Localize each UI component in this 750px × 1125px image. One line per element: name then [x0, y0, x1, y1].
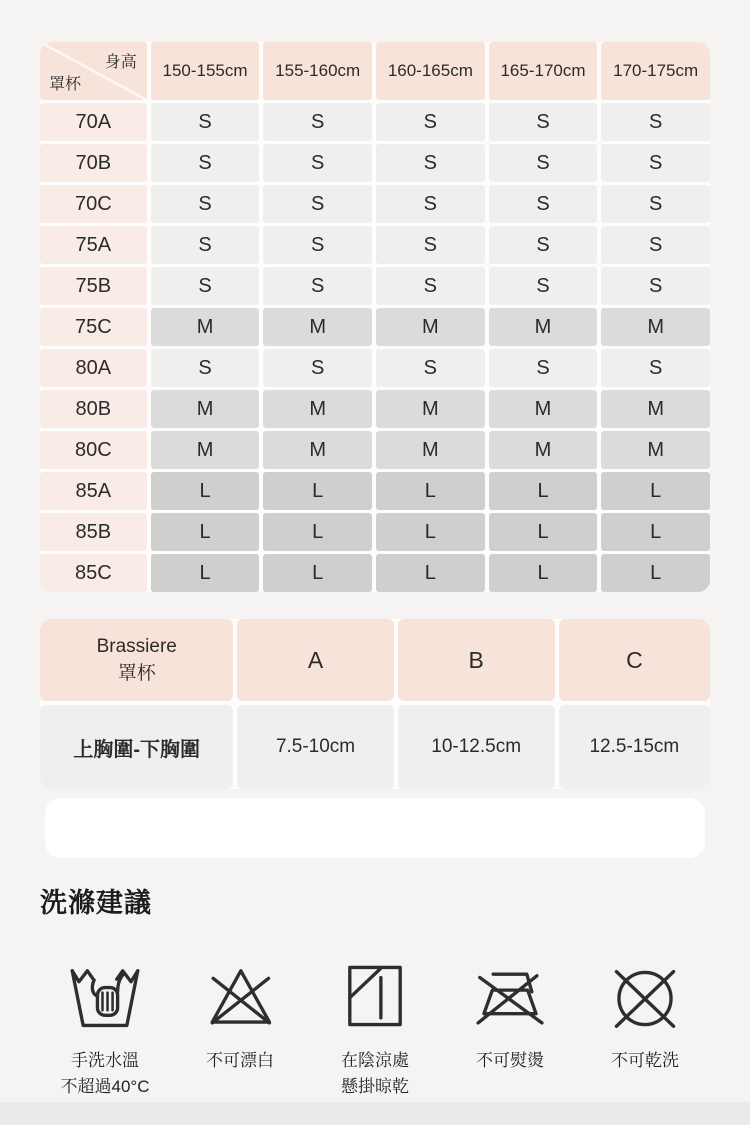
- size-cell-m: M: [601, 308, 710, 346]
- cup-table-header-cell: [40, 619, 233, 701]
- size-row-label: 70C: [40, 185, 147, 223]
- size-cell-s: S: [376, 226, 485, 264]
- cup-value-c: 12.5-15cm: [559, 705, 710, 789]
- care-label: [206, 1048, 274, 1074]
- size-column-header: 155-160cm: [263, 42, 372, 100]
- size-cell-s: S: [151, 267, 260, 305]
- size-cell-s: S: [376, 267, 485, 305]
- no-iron-icon: [468, 954, 552, 1038]
- size-column-header: 150-155cm: [151, 42, 260, 100]
- corner-label-cup: 罩杯: [49, 76, 82, 93]
- shade-dry-icon: [333, 954, 417, 1038]
- care-item-no-bleach: [175, 954, 305, 1100]
- size-cell-s: S: [489, 349, 598, 387]
- size-column-header: 165-170cm: [489, 42, 598, 100]
- size-cell-m: M: [376, 431, 485, 469]
- cup-column-c: C: [559, 619, 710, 701]
- size-row-label: 75B: [40, 267, 147, 305]
- cup-header-en: Brassiere: [96, 636, 177, 657]
- care-label-line: 手洗水溫: [70, 1051, 139, 1070]
- size-column-header: 170-175cm: [601, 42, 710, 100]
- size-cell-l: L: [263, 554, 372, 592]
- care-item-hand-wash: [40, 954, 170, 1100]
- care-label: [61, 1048, 150, 1100]
- size-cell-m: M: [489, 431, 598, 469]
- size-row-label: 85B: [40, 513, 147, 551]
- size-cell-l: L: [376, 554, 485, 592]
- size-cell-l: L: [151, 472, 260, 510]
- size-cell-m: M: [601, 390, 710, 428]
- care-item-no-dry-clean: [580, 954, 710, 1100]
- size-cell-s: S: [151, 349, 260, 387]
- size-cell-s: S: [376, 349, 485, 387]
- size-cell-s: S: [263, 226, 372, 264]
- size-cell-m: M: [263, 431, 372, 469]
- cup-row-label: 上胸圍-下胸圍: [40, 705, 233, 789]
- size-cell-s: S: [263, 103, 372, 141]
- care-label-line: 不可熨燙: [476, 1051, 544, 1070]
- size-row-label: 75C: [40, 308, 147, 346]
- size-cell-s: S: [151, 103, 260, 141]
- size-column-header: 160-165cm: [376, 42, 485, 100]
- size-cell-l: L: [263, 513, 372, 551]
- blank-card: [45, 798, 705, 858]
- size-cell-m: M: [489, 390, 598, 428]
- size-cell-s: S: [601, 226, 710, 264]
- size-cell-s: S: [601, 185, 710, 223]
- size-cell-s: S: [489, 185, 598, 223]
- cup-column-a: A: [237, 619, 393, 701]
- size-cell-s: S: [376, 103, 485, 141]
- size-cell-s: S: [601, 144, 710, 182]
- size-cell-l: L: [376, 472, 485, 510]
- size-cell-s: S: [489, 267, 598, 305]
- care-item-no-iron: [445, 954, 575, 1100]
- size-cell-s: S: [601, 103, 710, 141]
- size-cell-s: S: [376, 185, 485, 223]
- size-cell-s: S: [263, 267, 372, 305]
- size-cell-l: L: [601, 513, 710, 551]
- size-cell-s: S: [263, 185, 372, 223]
- size-cell-m: M: [376, 390, 485, 428]
- size-cell-s: S: [489, 103, 598, 141]
- care-label: [341, 1048, 409, 1100]
- cup-header-zh: 罩杯: [117, 663, 156, 684]
- size-cell-l: L: [489, 513, 598, 551]
- size-cell-s: S: [489, 226, 598, 264]
- size-row-label: 85A: [40, 472, 147, 510]
- size-cell-m: M: [376, 308, 485, 346]
- size-cell-l: L: [601, 554, 710, 592]
- size-table-corner-cell: [40, 42, 147, 100]
- care-label-line: 不可漂白: [206, 1051, 274, 1070]
- size-cell-m: M: [263, 390, 372, 428]
- size-cell-s: S: [489, 144, 598, 182]
- hand-wash-icon: [63, 954, 147, 1038]
- size-cell-s: S: [263, 144, 372, 182]
- size-cell-m: M: [263, 308, 372, 346]
- size-cell-l: L: [263, 472, 372, 510]
- cup-column-b: B: [398, 619, 555, 701]
- size-cell-s: S: [151, 185, 260, 223]
- size-cell-s: S: [263, 349, 372, 387]
- cup-value-b: 10-12.5cm: [398, 705, 555, 789]
- size-cell-m: M: [151, 308, 260, 346]
- size-cell-m: M: [489, 308, 598, 346]
- size-cell-m: M: [151, 431, 260, 469]
- size-row-label: 80B: [40, 390, 147, 428]
- care-label-line: 不可乾洗: [611, 1051, 679, 1070]
- size-row-label: 70B: [40, 144, 147, 182]
- care-heading: 洗滌建議: [40, 888, 152, 918]
- care-item-shade-dry: [310, 954, 440, 1100]
- size-cell-l: L: [601, 472, 710, 510]
- care-label: [476, 1048, 544, 1074]
- size-cell-l: L: [489, 472, 598, 510]
- size-row-label: 70A: [40, 103, 147, 141]
- cup-table: [40, 619, 710, 789]
- size-cell-s: S: [601, 349, 710, 387]
- size-cell-l: L: [376, 513, 485, 551]
- size-cell-s: S: [151, 144, 260, 182]
- cup-value-a: 7.5-10cm: [237, 705, 393, 789]
- footer-strip: [0, 1102, 750, 1125]
- size-table: [40, 42, 710, 592]
- care-instructions-row: [40, 954, 710, 1100]
- size-row-label: 75A: [40, 226, 147, 264]
- size-cell-l: L: [489, 554, 598, 592]
- size-cell-m: M: [151, 390, 260, 428]
- no-bleach-icon: [198, 954, 282, 1038]
- size-row-label: 80C: [40, 431, 147, 469]
- no-dry-clean-icon: [603, 954, 687, 1038]
- size-row-label: 80A: [40, 349, 147, 387]
- care-label-line: 在陰涼處: [341, 1051, 409, 1070]
- size-row-label: 85C: [40, 554, 147, 592]
- size-cell-s: S: [151, 226, 260, 264]
- size-cell-l: L: [151, 554, 260, 592]
- size-cell-s: S: [601, 267, 710, 305]
- care-label-line: 不超過40°C: [60, 1077, 150, 1096]
- size-cell-m: M: [601, 431, 710, 469]
- care-label: [611, 1048, 679, 1074]
- size-cell-s: S: [376, 144, 485, 182]
- size-cell-l: L: [151, 513, 260, 551]
- corner-label-height: 身高: [104, 54, 137, 71]
- care-label-line: 懸掛晾乾: [341, 1077, 409, 1096]
